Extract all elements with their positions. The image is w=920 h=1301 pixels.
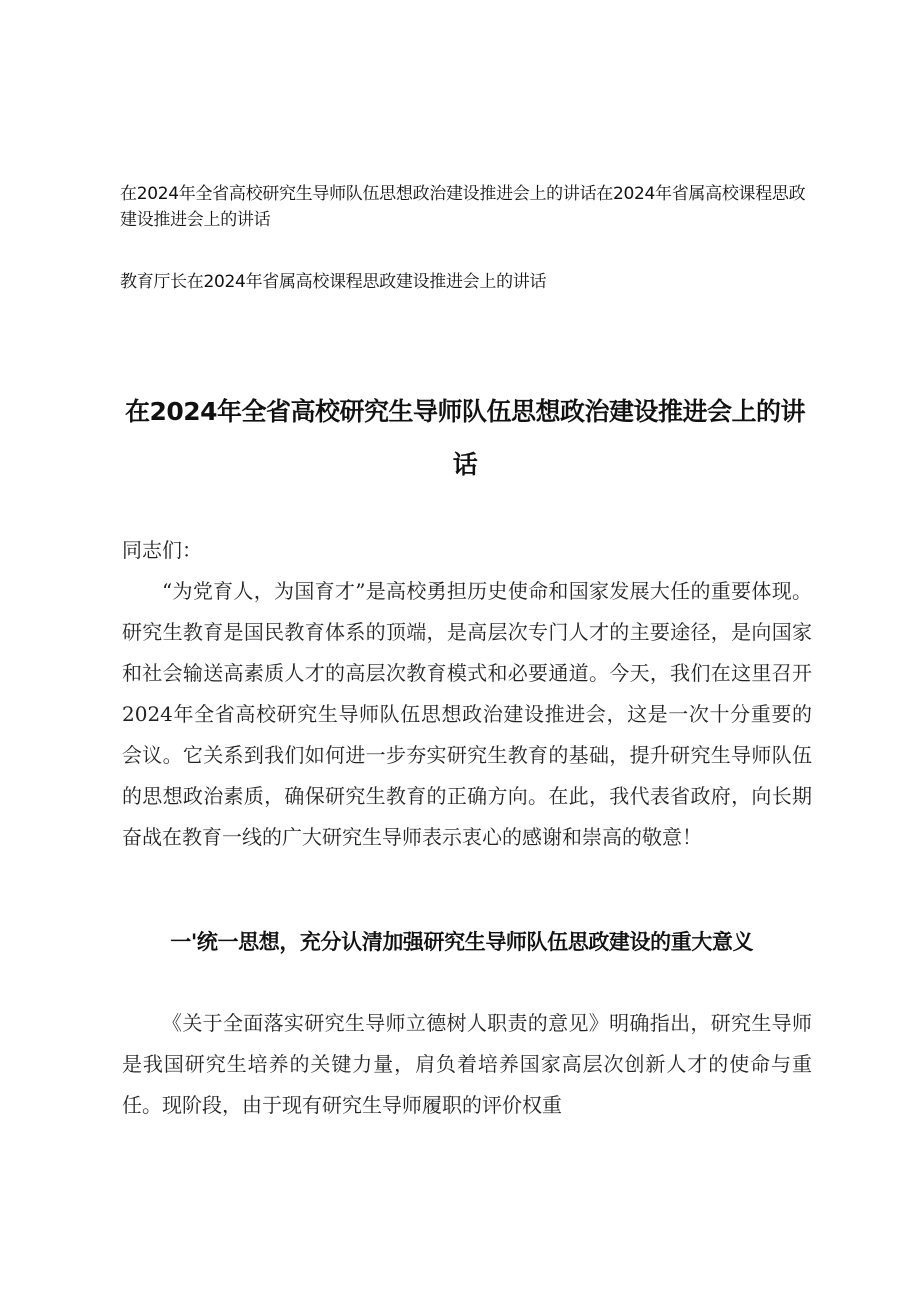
body-paragraph-1: “为党育人，为国育才”是高校勇担历史使命和国家发展大任的重要体现。研究生教育是国民教育体系的顶端，是高层次专门人才的主要途径，是向国家和社会输送高素质人才的高层次教育模式和必要通道。今天，我们在这里召开2024年全省高校研究生导师队伍思想政治建设推进会，这是一次十分重要的会议。它关系到我们如何进一步夯实研究生教育的基础，提升研究生导师队伍的思想政治素质，确保研究生教育的正确方向。在此，我代表省政府，向长期奋战在教育一线的广大研究生导师表示衷心的感谢和崇高的敬意！ xyxy=(122,579,812,849)
toc-entry-1: 在2024年全省高校研究生导师队伍思想政治建设推进会上的讲话在2024年省属高校课程思政建设推进会上的讲话 xyxy=(120,184,806,230)
document-title: 在2024年全省高校研究生导师队伍思想政治建设推进会上的讲话 xyxy=(124,397,806,479)
section-heading-1: 一'统一思想，充分认清加强研究生导师队伍思政建设的重大意义 xyxy=(170,930,754,954)
body-paragraph-2: 《关于全面落实研究生导师立德树人职责的意见》明确指出，研究生导师是我国研究生培养的关键力量，肩负着培养国家高层次创新人才的使命与重任。现阶段，由于现有研究生导师履职的评价权重 xyxy=(122,1011,812,1117)
salutation: 同志们： xyxy=(122,538,202,562)
toc-entry-2: 教育厅长在2024年省属高校课程思政建设推进会上的讲话 xyxy=(120,272,547,292)
